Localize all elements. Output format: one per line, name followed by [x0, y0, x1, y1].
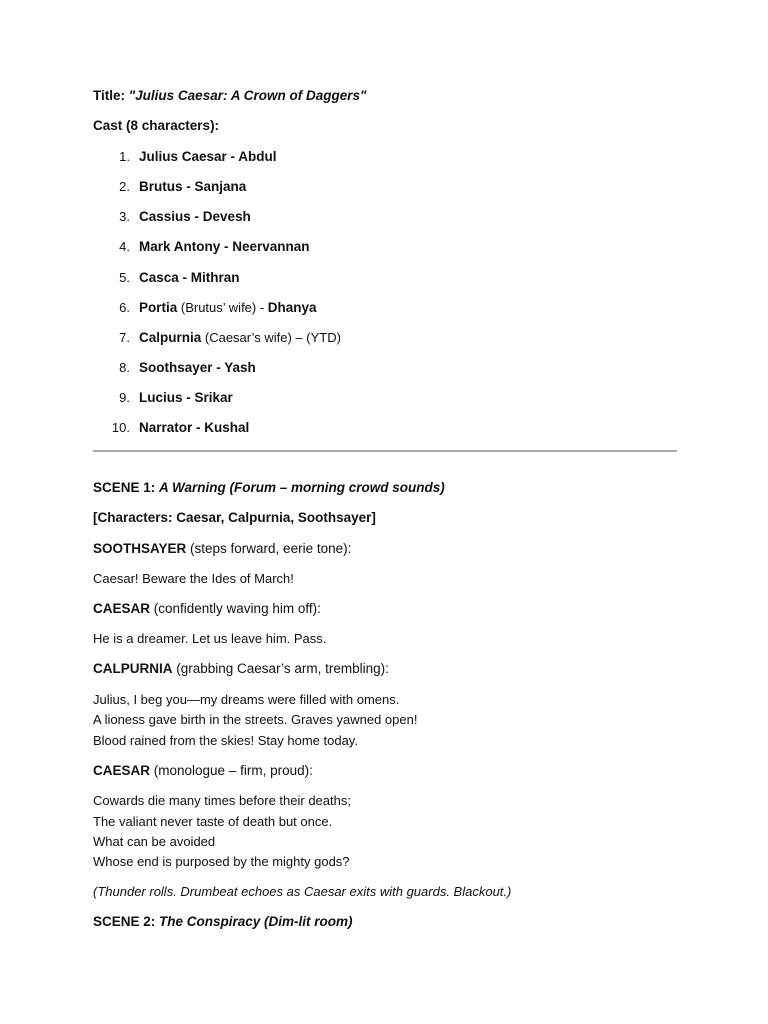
cast-item — [93, 238, 310, 256]
dialogue-line: He is a dreamer. Let us leave him. Pass. — [93, 631, 327, 646]
cast-item — [93, 359, 256, 377]
cast-item — [93, 269, 240, 287]
dialogue-line: Caesar! Beware the Ides of March! — [93, 571, 294, 586]
cast-number: 1. — [119, 149, 130, 164]
stage-direction-note: (Thunder rolls. Drumbeat echoes as Caesar exits with guards. Blackout.) — [93, 884, 512, 899]
cast-name: Casca - Mithran — [139, 270, 240, 285]
cast-number: 10. — [111, 420, 130, 435]
cast-name: Cassius - Devesh — [139, 209, 251, 224]
scene-heading — [93, 479, 445, 497]
cast-number: 5. — [119, 270, 130, 285]
cast-number: 2. — [119, 179, 130, 194]
cast-number: 9. — [119, 390, 130, 405]
scene-title: The Conspiracy (Dim-lit room) — [159, 914, 353, 929]
cast-name: Portia — [139, 300, 178, 315]
speaker-name: SOOTHSAYER — [93, 541, 187, 556]
cast-number: 4. — [119, 239, 130, 254]
cast-name: Brutus - Sanjana — [139, 179, 247, 194]
cast-actor: Dhanya — [267, 300, 317, 315]
cast-name: Narrator - Kushal — [139, 420, 250, 435]
scene-characters: [Characters: Caesar, Calpurnia, Soothsayer] — [93, 510, 376, 525]
stage-direction: (confidently waving him off): — [150, 601, 321, 616]
play-title: "Julius Caesar: A Crown of Daggers" — [128, 88, 367, 103]
dialogue-line: Cowards die many times before their deaths; — [93, 793, 351, 808]
cast-name: Julius Caesar - Abdul — [139, 149, 277, 164]
cast-item — [93, 419, 249, 437]
cast-number: 8. — [119, 360, 130, 375]
stage-direction: (steps forward, eerie tone): — [186, 541, 352, 556]
dialogue-line: Julius, I beg you—my dreams were filled with omens. — [93, 692, 400, 707]
scene-label: SCENE 1: — [93, 480, 160, 495]
dialogue-line: What can be avoided — [93, 834, 216, 849]
stage-direction: (monologue – firm, proud): — [150, 763, 313, 778]
document-title — [93, 87, 366, 105]
cast-note: (Brutus’ wife) - — [177, 300, 268, 315]
horizontal-divider — [93, 450, 677, 452]
speaker-line — [93, 600, 321, 618]
cast-item — [93, 389, 233, 407]
cast-item — [93, 299, 317, 317]
cast-item — [93, 148, 277, 166]
speaker-line — [93, 762, 313, 780]
speaker-name: CAESAR — [93, 763, 151, 778]
dialogue-line: Whose end is purposed by the mighty gods? — [93, 854, 350, 869]
cast-name: Mark Antony - Neervannan — [139, 239, 310, 254]
cast-number: 3. — [119, 209, 130, 224]
scene-heading — [93, 913, 353, 931]
cast-item — [93, 329, 341, 347]
scene-label: SCENE 2: — [93, 914, 160, 929]
cast-heading: Cast (8 characters): — [93, 118, 220, 133]
title-label: Title: — [93, 88, 129, 103]
speaker-name: CALPURNIA — [93, 661, 173, 676]
cast-item — [93, 208, 251, 226]
cast-name: Lucius - Srikar — [139, 390, 233, 405]
stage-direction: (grabbing Caesar’s arm, trembling): — [172, 661, 389, 676]
cast-item — [93, 178, 246, 196]
cast-name: Calpurnia — [139, 330, 202, 345]
cast-note: (Caesar’s wife) – (YTD) — [201, 330, 341, 345]
cast-number: 6. — [119, 300, 130, 315]
speaker-line — [93, 540, 351, 558]
cast-name: Soothsayer - Yash — [139, 360, 256, 375]
speaker-line — [93, 660, 389, 678]
scene-title: A Warning (Forum – morning crowd sounds) — [159, 480, 445, 495]
dialogue-line: A lioness gave birth in the streets. Graves yawned open! — [93, 712, 418, 727]
speaker-name: CAESAR — [93, 601, 151, 616]
dialogue-line: The valiant never taste of death but once. — [93, 814, 333, 829]
dialogue-line: Blood rained from the skies! Stay home today. — [93, 733, 358, 748]
cast-number: 7. — [119, 330, 130, 345]
